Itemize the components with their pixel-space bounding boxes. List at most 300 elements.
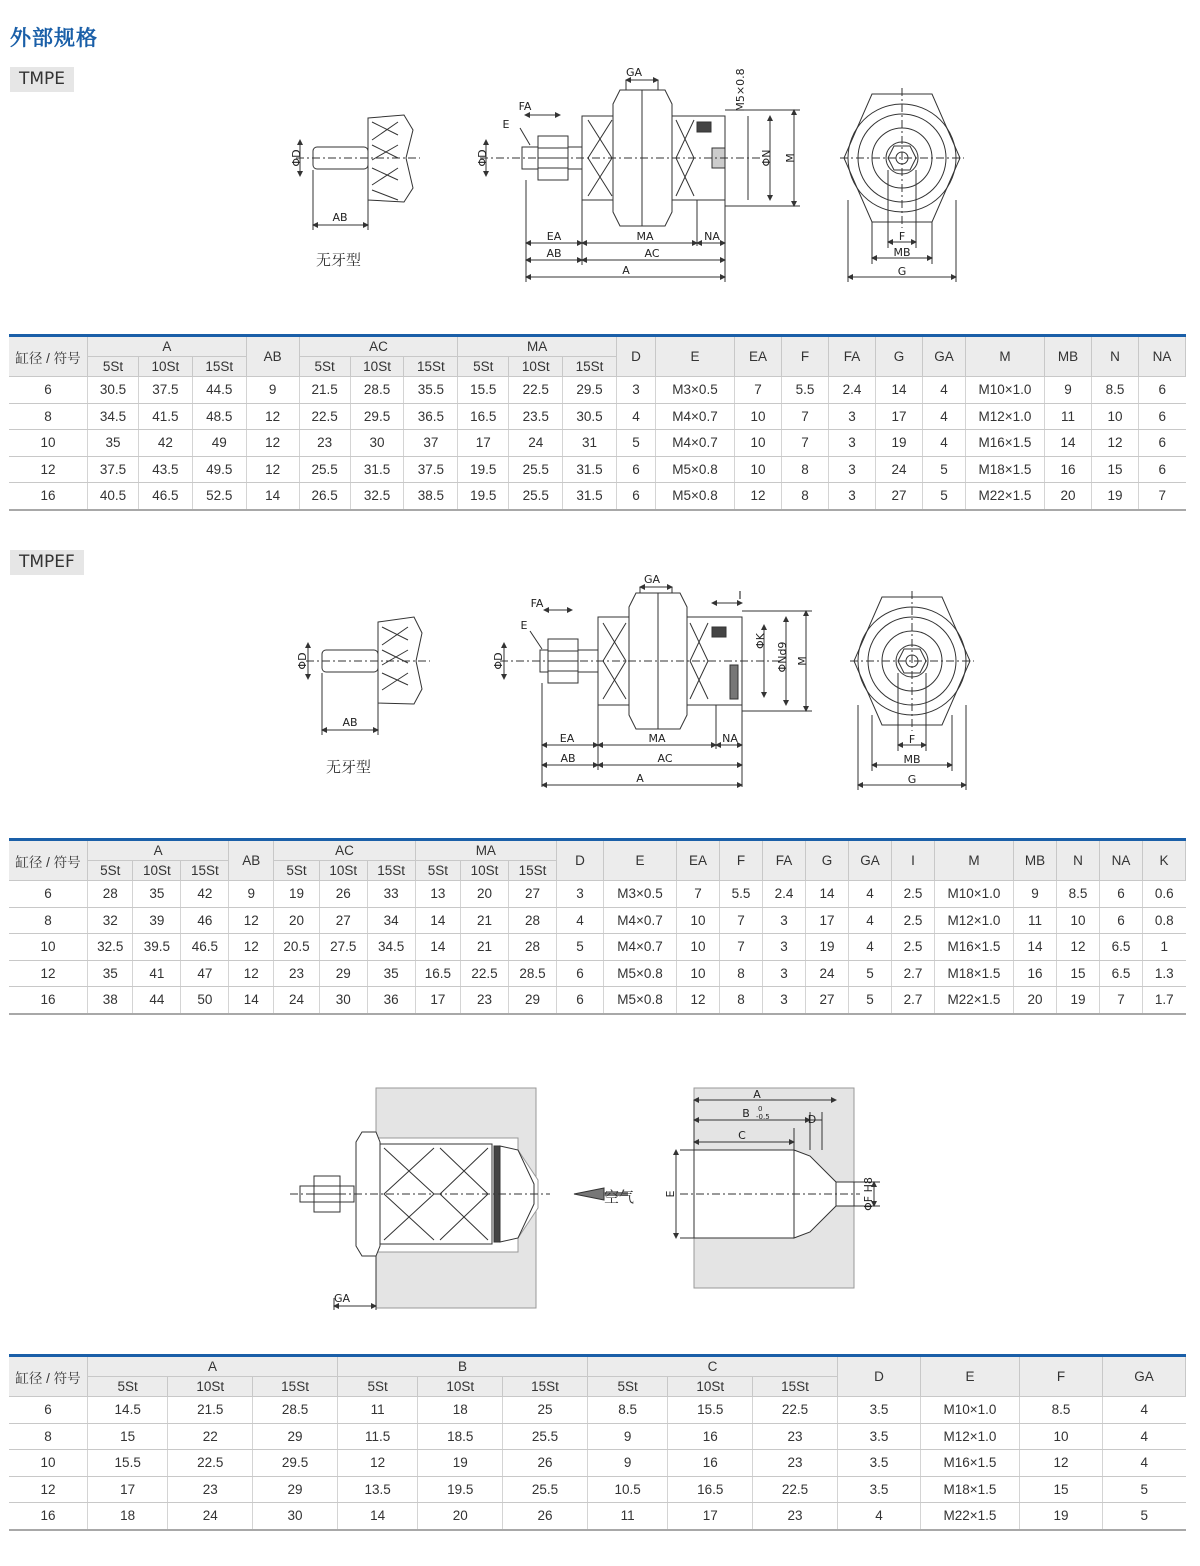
dim-ga: GA [643, 573, 661, 586]
dim-i: I [738, 589, 742, 602]
table-cell: 24 [509, 430, 563, 457]
table-cell: 11.5 [337, 1423, 417, 1450]
table-cell: 16.5 [668, 1476, 753, 1503]
table-cell: 34.5 [367, 934, 415, 961]
table-mounting [9, 1354, 1186, 1531]
table-cell: M5×0.8 [604, 960, 677, 987]
table-cell: 25.5 [503, 1476, 588, 1503]
table-cell: 14 [337, 1503, 417, 1530]
table-cell: 16.5 [458, 403, 509, 430]
table-cell: 12 [246, 403, 299, 430]
table-cell: 5 [617, 430, 656, 457]
header-ga: GA [849, 840, 892, 881]
table-cell: 10 [735, 430, 782, 457]
dim-m: M [784, 153, 797, 163]
table-cell: 20 [274, 907, 319, 934]
table-cell: 7 [677, 881, 720, 908]
table-tmpef [9, 838, 1186, 1015]
dim-m5x08: M5×0.8 [734, 68, 747, 112]
table-cell: 5 [923, 483, 966, 510]
table-cell: 28 [88, 881, 133, 908]
table-cell: 19 [274, 881, 319, 908]
dim-phi-d-2: ΦD [476, 149, 489, 167]
table-cell: 14 [415, 934, 460, 961]
table-cell: 7 [1139, 483, 1186, 510]
sub-10st: 10St [350, 357, 404, 377]
dim-ac: AC [657, 752, 673, 765]
tmpef-drawing [0, 565, 1200, 795]
dim-na: NA [704, 230, 720, 243]
table-cell: M16×1.5 [935, 934, 1014, 961]
table-cell: 20 [418, 1503, 503, 1530]
dim-e: E [520, 619, 528, 632]
table-cell: M16×1.5 [921, 1450, 1020, 1477]
table-cell: 4 [849, 907, 892, 934]
dim-na: NA [722, 732, 738, 745]
table-cell: 19 [1092, 483, 1139, 510]
sub-5st: 5St [458, 357, 509, 377]
header-b: B [337, 1356, 587, 1377]
table-row [9, 907, 1186, 934]
table-cell: 0.6 [1143, 881, 1186, 908]
dim-ea: EA [559, 732, 575, 745]
table-cell: 30 [319, 987, 367, 1014]
table-cell: 35 [133, 881, 181, 908]
table-cell: 28 [509, 907, 557, 934]
table-cell: 7 [1100, 987, 1143, 1014]
table-cell: 23 [461, 987, 509, 1014]
dim-phi-nd9: ΦNd9 [776, 641, 789, 673]
table-cell: 44 [133, 987, 181, 1014]
table-row [9, 377, 1186, 404]
table-cell: 35 [88, 430, 139, 457]
bore-size-cell: 10 [9, 934, 88, 961]
table-cell: 23 [299, 430, 350, 457]
sub-5st: 5St [88, 357, 139, 377]
table-cell: 42 [139, 430, 193, 457]
table-cell: 1 [1143, 934, 1186, 961]
table-cell: 26 [503, 1450, 588, 1477]
table-cell: 50 [181, 987, 229, 1014]
table-cell: M12×1.0 [966, 403, 1045, 430]
table-cell: 6.5 [1100, 934, 1143, 961]
table-cell: 30.5 [563, 403, 617, 430]
table-cell: 37.5 [88, 456, 139, 483]
table-cell: 28.5 [350, 377, 404, 404]
table-cell: 10 [677, 960, 720, 987]
dim-b-tol-top: 0 [758, 1105, 763, 1113]
bore-size-cell: 10 [9, 430, 88, 457]
bore-size-cell: 6 [9, 881, 88, 908]
table-cell: 14.5 [88, 1397, 168, 1424]
header-a: A [88, 1356, 338, 1377]
dim-a: A [753, 1088, 761, 1101]
table-cell: 37.5 [139, 377, 193, 404]
table-cell: 24 [806, 960, 849, 987]
table-cell: 20 [1014, 987, 1057, 1014]
header-g: G [806, 840, 849, 881]
table-cell: 52.5 [192, 483, 246, 510]
sub-15st: 15St [253, 1377, 338, 1397]
table-cell: 35.5 [404, 377, 458, 404]
table-cell: 8.5 [1092, 377, 1139, 404]
table-cell: 11 [1045, 403, 1092, 430]
header-ga: GA [1103, 1356, 1186, 1397]
table-cell: 10 [1057, 907, 1100, 934]
table-cell: M4×0.7 [656, 403, 735, 430]
table-cell: M10×1.0 [935, 881, 1014, 908]
table-cell: 15 [1092, 456, 1139, 483]
table-cell: 12 [337, 1450, 417, 1477]
table-cell: 8.5 [587, 1397, 667, 1424]
table-cell: 18 [88, 1503, 168, 1530]
table-row [9, 1423, 1186, 1450]
table-cell: 15 [88, 1423, 168, 1450]
sub-5st: 5St [274, 861, 319, 881]
table-cell: 4 [557, 907, 604, 934]
table-row [9, 881, 1186, 908]
sub-5st: 5St [88, 1377, 168, 1397]
table-cell: 21.5 [168, 1397, 253, 1424]
table-cell: 6 [1100, 907, 1143, 934]
sub-5st: 5St [587, 1377, 667, 1397]
table-cell: M18×1.5 [935, 960, 1014, 987]
header-c: C [587, 1356, 837, 1377]
table-cell: 16.5 [415, 960, 460, 987]
table-cell: 36.5 [404, 403, 458, 430]
table-cell: 34 [367, 907, 415, 934]
table-cell: 41.5 [139, 403, 193, 430]
header-m: M [935, 840, 1014, 881]
dim-a: A [636, 772, 644, 785]
table-cell: 6 [1139, 403, 1186, 430]
table-cell: 9 [1045, 377, 1092, 404]
header-n: N [1092, 336, 1139, 377]
table-cell: 19 [1020, 1503, 1103, 1530]
dim-mb: MB [903, 753, 921, 766]
table-cell: 48.5 [192, 403, 246, 430]
dim-phi-k: ΦK [754, 633, 767, 649]
table-cell: 26.5 [299, 483, 350, 510]
table-cell: 26 [319, 881, 367, 908]
sub-10st: 10St [139, 357, 193, 377]
table-cell: 4 [1103, 1397, 1186, 1424]
header-i: I [892, 840, 935, 881]
table-cell: 10 [735, 403, 782, 430]
table-cell: 17 [806, 907, 849, 934]
table-tmpef-body [9, 881, 1186, 1014]
table-cell: 10.5 [587, 1476, 667, 1503]
dim-phi-d-2: ΦD [492, 652, 505, 670]
table-cell: M12×1.0 [935, 907, 1014, 934]
table-cell: 12 [229, 934, 274, 961]
table-cell: 22.5 [753, 1397, 838, 1424]
table-cell: 38 [88, 987, 133, 1014]
table-cell: 22.5 [753, 1476, 838, 1503]
table-cell: 17 [458, 430, 509, 457]
table-cell: 28.5 [253, 1397, 338, 1424]
table-cell: 30 [253, 1503, 338, 1530]
table-cell: 8 [782, 483, 829, 510]
table-cell: 23 [753, 1503, 838, 1530]
dim-b: B [742, 1107, 750, 1120]
air-label: 空气 [604, 1188, 635, 1206]
table-cell: 2.7 [892, 987, 935, 1014]
table-cell: 14 [876, 377, 923, 404]
table-cell: 4 [617, 403, 656, 430]
header-d: D [557, 840, 604, 881]
bore-size-cell: 12 [9, 456, 88, 483]
table-cell: 25.5 [509, 456, 563, 483]
table-cell: 3 [763, 960, 806, 987]
table-cell: 44.5 [192, 377, 246, 404]
table-cell: 29.5 [350, 403, 404, 430]
tmpe-drawing [0, 60, 1200, 290]
table-cell: 29 [253, 1423, 338, 1450]
table-row [9, 987, 1186, 1014]
dim-b-tol-bot: -0.5 [756, 1113, 770, 1121]
bore-size-cell: 8 [9, 907, 88, 934]
table-cell: 11 [337, 1397, 417, 1424]
table-row [9, 403, 1186, 430]
table-cell: 6 [1139, 430, 1186, 457]
header-ea: EA [677, 840, 720, 881]
table-cell: 23 [168, 1476, 253, 1503]
sub-15st: 15St [509, 861, 557, 881]
table-cell: 30.5 [88, 377, 139, 404]
table-cell: M4×0.7 [604, 907, 677, 934]
table-cell: 11 [1014, 907, 1057, 934]
table-cell: 29 [509, 987, 557, 1014]
table-cell: 23 [753, 1423, 838, 1450]
table-row [9, 960, 1186, 987]
header-f: F [782, 336, 829, 377]
table-cell: 35 [367, 960, 415, 987]
table-cell: 49.5 [192, 456, 246, 483]
sub-15st: 15St [181, 861, 229, 881]
table-tmpe [9, 334, 1186, 511]
table-cell: M12×1.0 [921, 1423, 1020, 1450]
mounting-drawing [280, 1080, 900, 1320]
table-cell: 17 [415, 987, 460, 1014]
header-fa: FA [829, 336, 876, 377]
table-cell: 12 [1020, 1450, 1103, 1477]
dim-phi-f-h8: ΦF H8 [862, 1177, 875, 1211]
dim-phi-d: ΦD [296, 652, 309, 670]
table-cell: 2.7 [892, 960, 935, 987]
model-label-tmpe: TMPE [10, 67, 74, 92]
table-cell: 27 [876, 483, 923, 510]
table-cell: 31.5 [563, 483, 617, 510]
table-cell: M4×0.7 [656, 430, 735, 457]
corner-header: 缸径 / 符号 [9, 1356, 88, 1397]
bore-size-cell: 16 [9, 483, 88, 510]
table-cell: 4 [838, 1503, 921, 1530]
header-mb: MB [1014, 840, 1057, 881]
table-cell: 14 [1014, 934, 1057, 961]
table-cell: 6 [617, 483, 656, 510]
table-cell: 46.5 [181, 934, 229, 961]
table-row [9, 934, 1186, 961]
table-cell: 32.5 [350, 483, 404, 510]
table-cell: 27.5 [319, 934, 367, 961]
table-cell: 17 [88, 1476, 168, 1503]
table-cell: 34.5 [88, 403, 139, 430]
header-ac: AC [274, 840, 415, 861]
table-tmpe-body [9, 377, 1186, 510]
table-cell: 41 [133, 960, 181, 987]
table-cell: 3 [829, 456, 876, 483]
table-cell: 7 [782, 403, 829, 430]
table-cell: 2.5 [892, 881, 935, 908]
caption-no-thread-tmpef: 无牙型 [326, 758, 372, 776]
table-cell: 3 [763, 987, 806, 1014]
caption-no-thread-tmpe: 无牙型 [316, 251, 362, 269]
table-cell: M22×1.5 [921, 1503, 1020, 1530]
table-cell: 15 [1057, 960, 1100, 987]
sub-5st: 5St [415, 861, 460, 881]
header-ab: AB [229, 840, 274, 881]
table-cell: 7 [720, 934, 763, 961]
header-g: G [876, 336, 923, 377]
table-cell: 3 [829, 483, 876, 510]
table-cell: 23 [753, 1450, 838, 1477]
table-cell: 3 [617, 377, 656, 404]
table-cell: 2.5 [892, 934, 935, 961]
sub-10st: 10St [133, 861, 181, 881]
header-n: N [1057, 840, 1100, 881]
table-cell: 8 [720, 987, 763, 1014]
header-ma: MA [458, 336, 617, 357]
table-cell: 8.5 [1057, 881, 1100, 908]
table-cell: 27 [806, 987, 849, 1014]
sub-15st: 15St [404, 357, 458, 377]
table-cell: M22×1.5 [966, 483, 1045, 510]
bore-size-cell: 12 [9, 960, 88, 987]
header-mb: MB [1045, 336, 1092, 377]
header-ab: AB [246, 336, 299, 377]
header-a: A [88, 336, 247, 357]
table-cell: 31.5 [350, 456, 404, 483]
table-cell: 3 [829, 403, 876, 430]
table-cell: 8 [782, 456, 829, 483]
table-cell: 12 [1057, 934, 1100, 961]
table-cell: 10 [677, 907, 720, 934]
table-cell: 7 [720, 907, 763, 934]
table-cell: 19 [806, 934, 849, 961]
table-cell: 14 [246, 483, 299, 510]
table-cell: 47 [181, 960, 229, 987]
table-cell: 2.4 [829, 377, 876, 404]
table-cell: M16×1.5 [966, 430, 1045, 457]
table-cell: 9 [587, 1450, 667, 1477]
table-cell: 6 [1139, 377, 1186, 404]
table-cell: 10 [677, 934, 720, 961]
page-title: 外部规格 [10, 26, 98, 50]
table-cell: 46 [181, 907, 229, 934]
table-cell: 29.5 [253, 1450, 338, 1477]
table-cell: 25.5 [299, 456, 350, 483]
table-cell: M3×0.5 [604, 881, 677, 908]
table-cell: 2.4 [763, 881, 806, 908]
table-cell: 2.5 [892, 907, 935, 934]
dim-f: F [908, 733, 916, 746]
table-cell: 20.5 [274, 934, 319, 961]
table-cell: 27 [509, 881, 557, 908]
table-cell: 10 [735, 456, 782, 483]
dim-fa: FA [530, 597, 544, 610]
table-cell: M10×1.0 [921, 1397, 1020, 1424]
table-cell: M5×0.8 [656, 483, 735, 510]
dim-ga: GA [333, 1292, 351, 1305]
dim-ab: AB [332, 211, 348, 224]
table-cell: 6.5 [1100, 960, 1143, 987]
table-row [9, 1476, 1186, 1503]
dim-f: F [898, 230, 906, 243]
sub-10st: 10St [418, 1377, 503, 1397]
table-cell: 22.5 [299, 403, 350, 430]
table-cell: 12 [677, 987, 720, 1014]
table-cell: 39.5 [133, 934, 181, 961]
table-cell: 23 [274, 960, 319, 987]
bore-size-cell: 16 [9, 1503, 88, 1530]
table-cell: 5 [849, 960, 892, 987]
table-cell: 10 [1020, 1423, 1103, 1450]
header-d: D [838, 1356, 921, 1397]
table-cell: 3.5 [838, 1476, 921, 1503]
table-cell: 4 [849, 881, 892, 908]
header-f: F [720, 840, 763, 881]
table-cell: 19.5 [418, 1476, 503, 1503]
table-cell: M4×0.7 [604, 934, 677, 961]
table-cell: 0.8 [1143, 907, 1186, 934]
table-cell: 3 [763, 934, 806, 961]
table-cell: M18×1.5 [921, 1476, 1020, 1503]
header-na: NA [1100, 840, 1143, 881]
corner-header: 缸径 / 符号 [9, 336, 88, 377]
header-ma: MA [415, 840, 556, 861]
table-cell: 14 [806, 881, 849, 908]
header-e: E [921, 1356, 1020, 1397]
table-cell: 20 [461, 881, 509, 908]
table-cell: 16 [668, 1450, 753, 1477]
table-cell: 5 [1103, 1503, 1186, 1530]
table-cell: M3×0.5 [656, 377, 735, 404]
table-cell: 16 [668, 1423, 753, 1450]
table-cell: 3 [829, 430, 876, 457]
table-cell: M5×0.8 [604, 987, 677, 1014]
dim-phi-n: ΦN [760, 149, 773, 167]
table-cell: 1.7 [1143, 987, 1186, 1014]
table-row [9, 483, 1186, 510]
table-cell: 11 [587, 1503, 667, 1530]
table-cell: 8 [720, 960, 763, 987]
dim-ma: MA [648, 732, 666, 745]
table-cell: 19 [876, 430, 923, 457]
dim-fa: FA [518, 100, 532, 113]
bore-size-cell: 16 [9, 987, 88, 1014]
header-d: D [617, 336, 656, 377]
table-cell: 9 [1014, 881, 1057, 908]
table-cell: 19.5 [458, 456, 509, 483]
table-cell: 36 [367, 987, 415, 1014]
table-cell: 18 [418, 1397, 503, 1424]
table-cell: 7 [735, 377, 782, 404]
dim-ma: MA [636, 230, 654, 243]
table-cell: 6 [1100, 881, 1143, 908]
table-cell: 12 [246, 430, 299, 457]
table-cell: 19 [418, 1450, 503, 1477]
